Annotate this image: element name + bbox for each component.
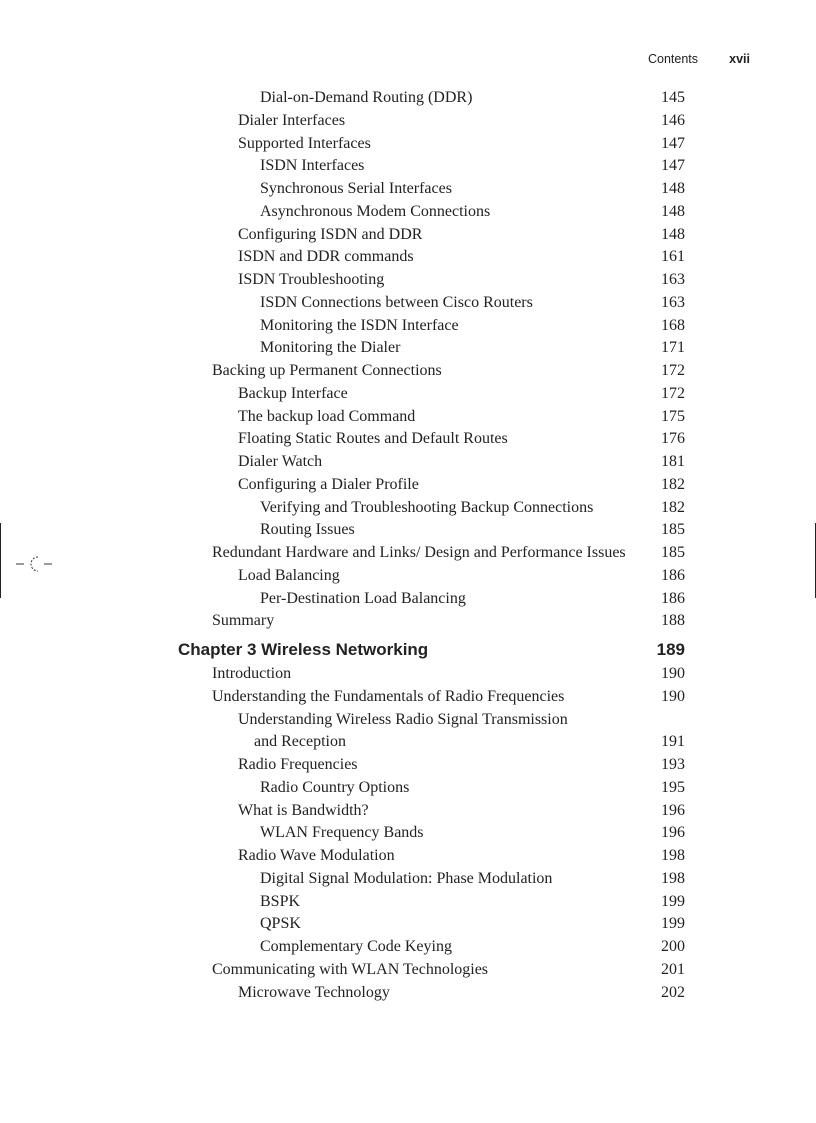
toc-entry-title: Introduction — [212, 665, 292, 682]
toc-entry-page: 176 — [661, 428, 685, 451]
toc-entry-title: Floating Static Routes and Default Routes — [238, 430, 508, 448]
toc-entry-title: WLAN Frequency Bands — [260, 824, 424, 842]
toc-entry[interactable] — [0, 982, 816, 1005]
toc-entry[interactable] — [0, 474, 816, 497]
toc-entry[interactable] — [0, 155, 816, 178]
toc-entry-page: 161 — [661, 246, 685, 269]
toc-entry[interactable] — [0, 337, 816, 360]
toc-entry-title: Dialer Watch — [238, 453, 323, 470]
toc-entry[interactable] — [0, 822, 816, 845]
toc-entry-page: 196 — [661, 800, 685, 823]
toc-entry-title: Verifying and Troubleshooting Backup Connections — [260, 498, 594, 516]
toc-entry-title: Digital Signal Modulation: Phase Modulation — [260, 869, 553, 887]
toc-entry-page: 168 — [661, 315, 685, 338]
toc-entry[interactable] — [0, 497, 816, 520]
toc-entry[interactable] — [0, 709, 816, 732]
toc-entry-page: 188 — [661, 610, 685, 633]
toc-entry-page: 198 — [661, 845, 685, 868]
toc-entry[interactable] — [0, 224, 816, 247]
toc-entry-page: 147 — [661, 155, 685, 178]
toc-entry-title: Summary — [212, 612, 275, 630]
toc-entry[interactable] — [0, 269, 816, 292]
toc-entry-page: 195 — [661, 777, 685, 800]
toc-entry[interactable] — [0, 800, 816, 823]
toc-entry[interactable] — [0, 913, 816, 936]
toc-entry-page: 190 — [661, 686, 685, 709]
toc-entry-page: 198 — [661, 868, 685, 891]
toc-entry-title: Radio Country Options — [260, 778, 410, 796]
toc-entry-title: Communicating with WLAN Technologies — [212, 960, 489, 978]
toc-entry-page: 182 — [661, 497, 685, 520]
toc-entry-page: 163 — [661, 269, 685, 292]
toc-entry-title: Routing Issues — [260, 521, 355, 539]
toc-entry-page: 200 — [661, 936, 685, 959]
toc-entry[interactable] — [0, 360, 816, 383]
header-page-number: xvii — [729, 52, 750, 66]
toc-entry-continuation[interactable] — [0, 731, 816, 754]
toc-entry[interactable] — [0, 292, 816, 315]
toc-entry-title: Understanding Wireless Radio Signal Transmission — [238, 710, 568, 728]
toc-entry-title: Supported Interfaces — [238, 134, 371, 152]
toc-entry-title: The backup load Command — [238, 407, 416, 425]
toc-entry-title: What is Bandwidth? — [238, 801, 369, 819]
toc-entry-title: Monitoring the Dialer — [260, 339, 401, 357]
toc-entry-page: 190 — [661, 663, 685, 686]
toc-entry-page: 148 — [661, 224, 685, 247]
toc-entry-page: 186 — [661, 588, 685, 611]
toc-entry[interactable] — [0, 959, 816, 982]
toc-chapter-heading[interactable] — [0, 633, 816, 663]
toc-entry[interactable] — [0, 754, 816, 777]
toc-entry-page: 185 — [661, 519, 685, 542]
toc-entry[interactable] — [0, 777, 816, 800]
toc-entry[interactable] — [0, 565, 816, 588]
toc-entry-page: 181 — [661, 451, 685, 474]
toc-entry-title: ISDN Interfaces — [260, 157, 365, 175]
toc-entry-title: QPSK — [260, 915, 301, 933]
table-of-contents — [0, 87, 816, 1004]
toc-entry-title: Asynchronous Modem Connections — [260, 202, 491, 220]
toc-entry[interactable] — [0, 383, 816, 406]
header-section-title: Contents — [647, 52, 698, 66]
toc-entry-page: 201 — [661, 959, 685, 982]
toc-entry-page: 172 — [661, 383, 685, 406]
chapter-title: Chapter 3 Wireless Networking — [178, 640, 429, 659]
toc-entry[interactable] — [0, 519, 816, 542]
toc-entry-title: Configuring a Dialer Profile — [238, 475, 419, 493]
toc-entry[interactable] — [0, 686, 816, 709]
toc-entry[interactable] — [0, 110, 816, 133]
toc-entry-page: 199 — [661, 891, 685, 914]
toc-entry[interactable] — [0, 610, 816, 633]
toc-entry[interactable] — [0, 178, 816, 201]
toc-entry-title: Synchronous Serial Interfaces — [260, 180, 452, 197]
toc-entry[interactable] — [0, 891, 816, 914]
toc-entry-page: 202 — [661, 982, 685, 1005]
toc-entry-title: Radio Wave Modulation — [238, 847, 395, 864]
toc-entry[interactable] — [0, 588, 816, 611]
toc-entry-title: Understanding the Fundamentals of Radio Frequencies — [212, 687, 565, 705]
toc-entry-page: 163 — [661, 292, 685, 315]
toc-entry-page: 171 — [661, 337, 685, 360]
toc-entry[interactable] — [0, 542, 816, 565]
toc-entry[interactable] — [0, 201, 816, 224]
toc-entry-title: BSPK — [260, 892, 301, 910]
toc-entry-title: Backup Interface — [238, 384, 348, 402]
toc-entry-title: Dialer Interfaces — [238, 111, 346, 129]
toc-entry[interactable] — [0, 428, 816, 451]
toc-entry-title: ISDN and DDR commands — [238, 248, 414, 266]
toc-entry-title: Per-Destination Load Balancing — [260, 589, 466, 607]
toc-entry-title: Complementary Code Keying — [260, 938, 452, 955]
toc-entry-page: 186 — [661, 565, 685, 588]
toc-entry-title: Redundant Hardware and Links/ Design and Performance Issues — [212, 544, 626, 561]
toc-entry-page: 175 — [661, 406, 685, 429]
toc-entry[interactable] — [0, 936, 816, 959]
toc-entry[interactable] — [0, 451, 816, 474]
toc-entry[interactable] — [0, 87, 816, 110]
running-header — [0, 52, 750, 70]
toc-entry-page: 182 — [661, 474, 685, 497]
toc-entry-page: 196 — [661, 822, 685, 845]
toc-entry-page: 147 — [661, 133, 685, 156]
toc-entry-title: Configuring ISDN and DDR — [238, 225, 423, 243]
toc-entry-page: 191 — [661, 731, 685, 754]
toc-entry-page: 146 — [661, 110, 685, 133]
toc-entry-page: 185 — [661, 542, 685, 565]
toc-entry-title: Monitoring the ISDN Interface — [260, 316, 459, 334]
toc-entry[interactable] — [0, 246, 816, 269]
toc-entry-page: 172 — [661, 360, 685, 383]
toc-entry[interactable] — [0, 868, 816, 891]
toc-entry-title: and Reception — [254, 733, 346, 751]
toc-entry-page: 199 — [661, 913, 685, 936]
toc-entry-title: Radio Frequencies — [238, 756, 358, 773]
toc-entry-title: Microwave Technology — [238, 983, 390, 1001]
toc-entry-page: 193 — [661, 754, 685, 777]
toc-entry-page: 148 — [661, 178, 685, 201]
toc-entry[interactable] — [0, 845, 816, 868]
toc-entry-title: Backing up Permanent Connections — [212, 362, 442, 379]
toc-entry-title: ISDN Connections between Cisco Routers — [260, 293, 533, 311]
toc-entry-title: Dial-on-Demand Routing (DDR) — [260, 89, 473, 106]
toc-entry[interactable] — [0, 406, 816, 429]
toc-entry[interactable] — [0, 315, 816, 338]
toc-entry[interactable] — [0, 133, 816, 156]
toc-entry-page: 145 — [661, 87, 685, 110]
chapter-page: 189 — [657, 633, 685, 667]
toc-entry-title: ISDN Troubleshooting — [238, 271, 385, 288]
toc-entry[interactable] — [0, 663, 816, 686]
toc-entry-page: 148 — [661, 201, 685, 224]
toc-entry-title: Load Balancing — [238, 566, 340, 584]
